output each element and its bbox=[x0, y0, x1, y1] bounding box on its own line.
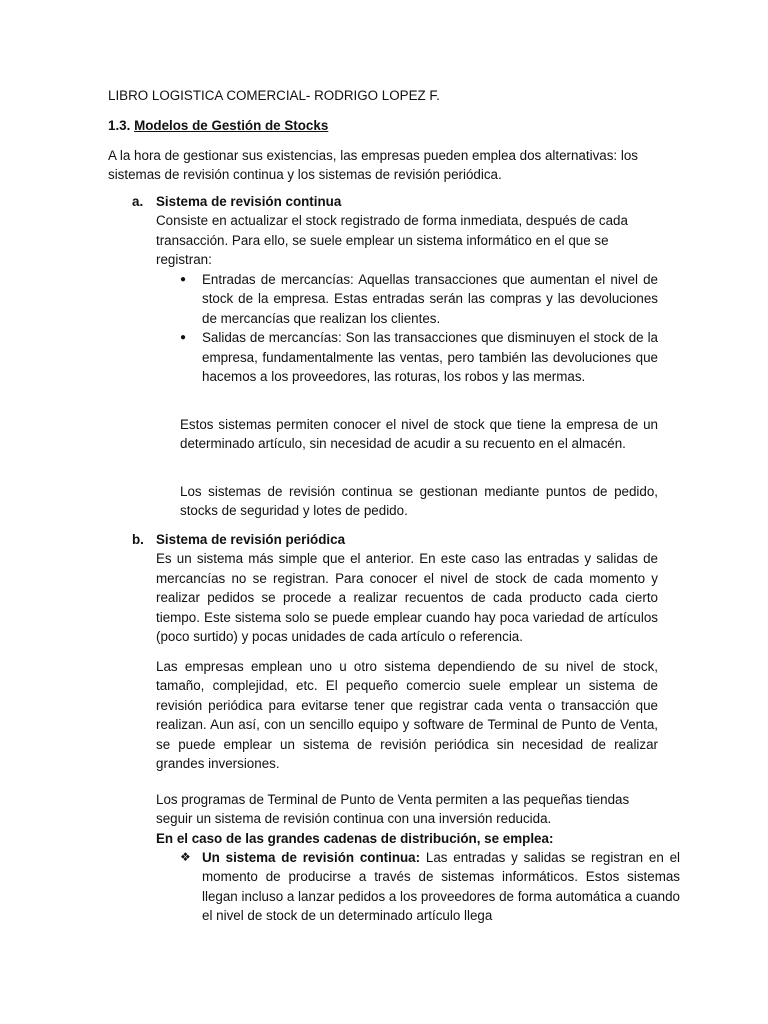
item-b-title: Sistema de revisión periódica bbox=[156, 532, 346, 547]
item-b-marker: b. bbox=[132, 532, 144, 547]
item-b-paragraph-2: Los programas de Terminal de Punto de Venta permiten a las pequeñas tiendas seguir un sistema de revisión continua con una inversión reducida. bbox=[156, 792, 630, 827]
bullet-list-a bbox=[180, 270, 658, 386]
item-a-title: Sistema de revisión continua bbox=[156, 194, 342, 209]
list-item-b bbox=[132, 530, 662, 646]
item-a-paragraph-2: Los sistemas de revisión continua se gestionan mediante puntos de pedido, stocks de seguridad y lotes de pedido. bbox=[180, 484, 658, 519]
item-a-marker: a. bbox=[132, 194, 144, 209]
item-a-heading bbox=[132, 192, 662, 211]
section-title: Modelos de Gestión de Stocks bbox=[134, 118, 329, 133]
item-a-description: Consiste en actualizar el stock registrado de forma inmediata, después de cada transacción. Para ello, se suele emplear un sistema informático en el que se registran: bbox=[156, 213, 628, 268]
intro-paragraph: A la hora de gestionar sus existencias, las empresas pueden emplea dos alternativas: los sistemas de revisión continua y los sistemas de revisión periódica. bbox=[108, 148, 638, 183]
bullet-entradas-text: Entradas de mercancías: Aquellas transacciones que aumentan el nivel de stock de la empresa. Estas entradas serán las compras y las devoluciones de mercancías que realizan los clientes. bbox=[202, 272, 658, 326]
bullet-icon: ● bbox=[180, 274, 187, 285]
item-b-description: Es un sistema más simple que el anterior. En este caso las entradas y salidas de mercancías no se registran. Para conocer el nivel de stock de cada momento y realizar pedidos se procede a realizar recuentos de cada producto cada cierto tiempo. Este sistema solo se puede emplear cuando hay poca variedad de artículos (poco surtido) y pocas unidades de cada artículo o referencia. bbox=[156, 551, 658, 645]
bullet-icon: ● bbox=[180, 332, 187, 344]
document-header: LIBRO LOGISTICA COMERCIAL- RODRIGO LOPEZ F. bbox=[108, 88, 440, 103]
list-item-a bbox=[132, 192, 662, 270]
large-chains-heading: En el caso de las grandes cadenas de distribución, se emplea: bbox=[156, 831, 554, 846]
bullet-entradas bbox=[180, 270, 658, 328]
bullet-salidas-text: Salidas de mercancías: Son las transacciones que disminuyen el stock de la empresa, fundamentalmente las ventas, pero también las devoluciones que hacemos a los proveedores, las roturas, los robos y las mermas. bbox=[202, 330, 658, 385]
diamond-item-title: Un sistema de revisión continua: bbox=[202, 850, 421, 865]
item-a-paragraph-1: Estos sistemas permiten conocer el nivel de stock que tiene la empresa de un determinado artículo, sin necesidad de acudir a su recuento en el almacén. bbox=[180, 417, 658, 452]
section-heading bbox=[108, 116, 668, 135]
diamond-bullet-item bbox=[180, 848, 680, 926]
item-b-heading bbox=[132, 530, 662, 549]
item-b-paragraph-1: Las empresas emplean uno u otro sistema dependiendo de su nivel de stock, tamaño, complejidad, etc. El pequeño comercio suele emplear un sistema de revisión periódica para evitarse tener que registrar cada venta o transacción que realizan. Aun así, con un sencillo equipo y software de Terminal de Punto de Venta, se puede emplear un sistema de revisión periódica sin necesidad de realizar grandes inversiones. bbox=[156, 659, 658, 772]
bullet-salidas bbox=[180, 328, 658, 386]
diamond-bullet-icon: ❖ bbox=[180, 850, 191, 864]
diamond-item-text: Las entradas y salidas se registran en el momento de producirse a través de sistemas informáticos. Estos sistemas llegan incluso a lanzar pedidos a los proveedores de forma automática a cuando el nivel de stock de un determinado artículo llega bbox=[202, 850, 680, 924]
section-number: 1.3. bbox=[108, 118, 135, 133]
